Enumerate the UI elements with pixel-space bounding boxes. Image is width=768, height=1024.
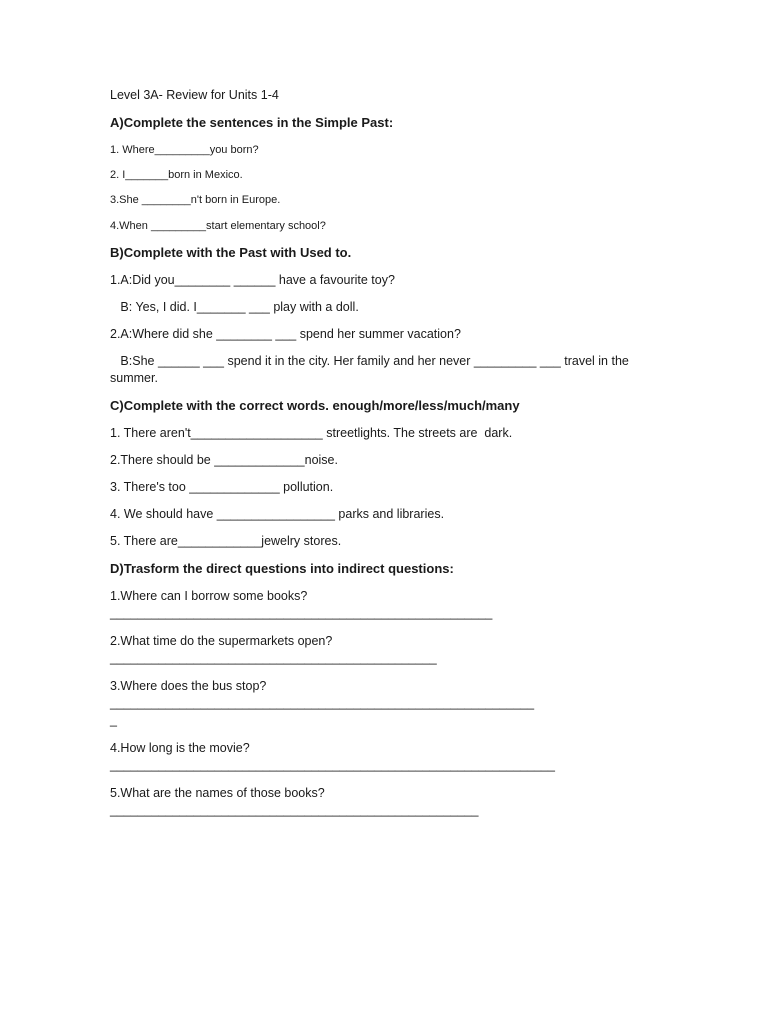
section-d-heading: D)Trasform the direct questions into indirect questions: (110, 561, 454, 576)
document-title: Level 3A- Review for Units 1-4 (110, 88, 279, 102)
section-b-item-3: 2.A:Where did she ________ ___ spend her summer vacation? (110, 327, 461, 341)
section-d-item-5: 5.What are the names of those books?_____________________________________________________ (110, 786, 479, 817)
section-b-item-1: 1.A:Did you________ ______ have a favourite toy? (110, 273, 395, 287)
section-a-item-1: 1. Where_________you born? (110, 144, 259, 156)
section-d-item-1: 1.Where can I borrow some books?_______________________________________________________ (110, 589, 493, 620)
section-d-item-3: 3.Where does the bus stop?______________________________________________________________ (110, 679, 535, 727)
section-b-heading: B)Complete with the Past with Used to. (110, 245, 352, 260)
section-c-item-1: 1. There aren't___________________ streetlights. The streets are dark. (110, 426, 513, 440)
section-c-item-5: 5. There are____________jewelry stores. (110, 534, 342, 548)
section-c-item-4: 4. We should have _________________ parks and libraries. (110, 507, 445, 521)
section-a-item-2: 2. I_______born in Mexico. (110, 169, 243, 181)
section-c-item-3: 3. There's too _____________ pollution. (110, 480, 334, 494)
section-a-heading: A)Complete the sentences in the Simple Past: (110, 115, 394, 130)
section-a-item-4: 4.When _________start elementary school? (110, 220, 326, 232)
section-d-item-2: 2.What time do the supermarkets open?_______________________________________________ (110, 634, 437, 665)
section-a-item-3: 3.She ________n't born in Europe. (110, 194, 281, 206)
section-c-heading: C)Complete with the correct words. enough/more/less/much/many (110, 398, 520, 413)
worksheet-content (110, 86, 650, 830)
section-d-item-4: 4.How long is the movie?________________________________________________________________ (110, 741, 555, 772)
section-b-item-4: B:She ______ ___ spend it in the city. Her family and her never _________ ___ travel in the summer. (110, 354, 633, 385)
section-c-item-2: 2.There should be _____________noise. (110, 453, 338, 467)
section-b-item-2: B: Yes, I did. I_______ ___ play with a doll. (110, 300, 359, 314)
